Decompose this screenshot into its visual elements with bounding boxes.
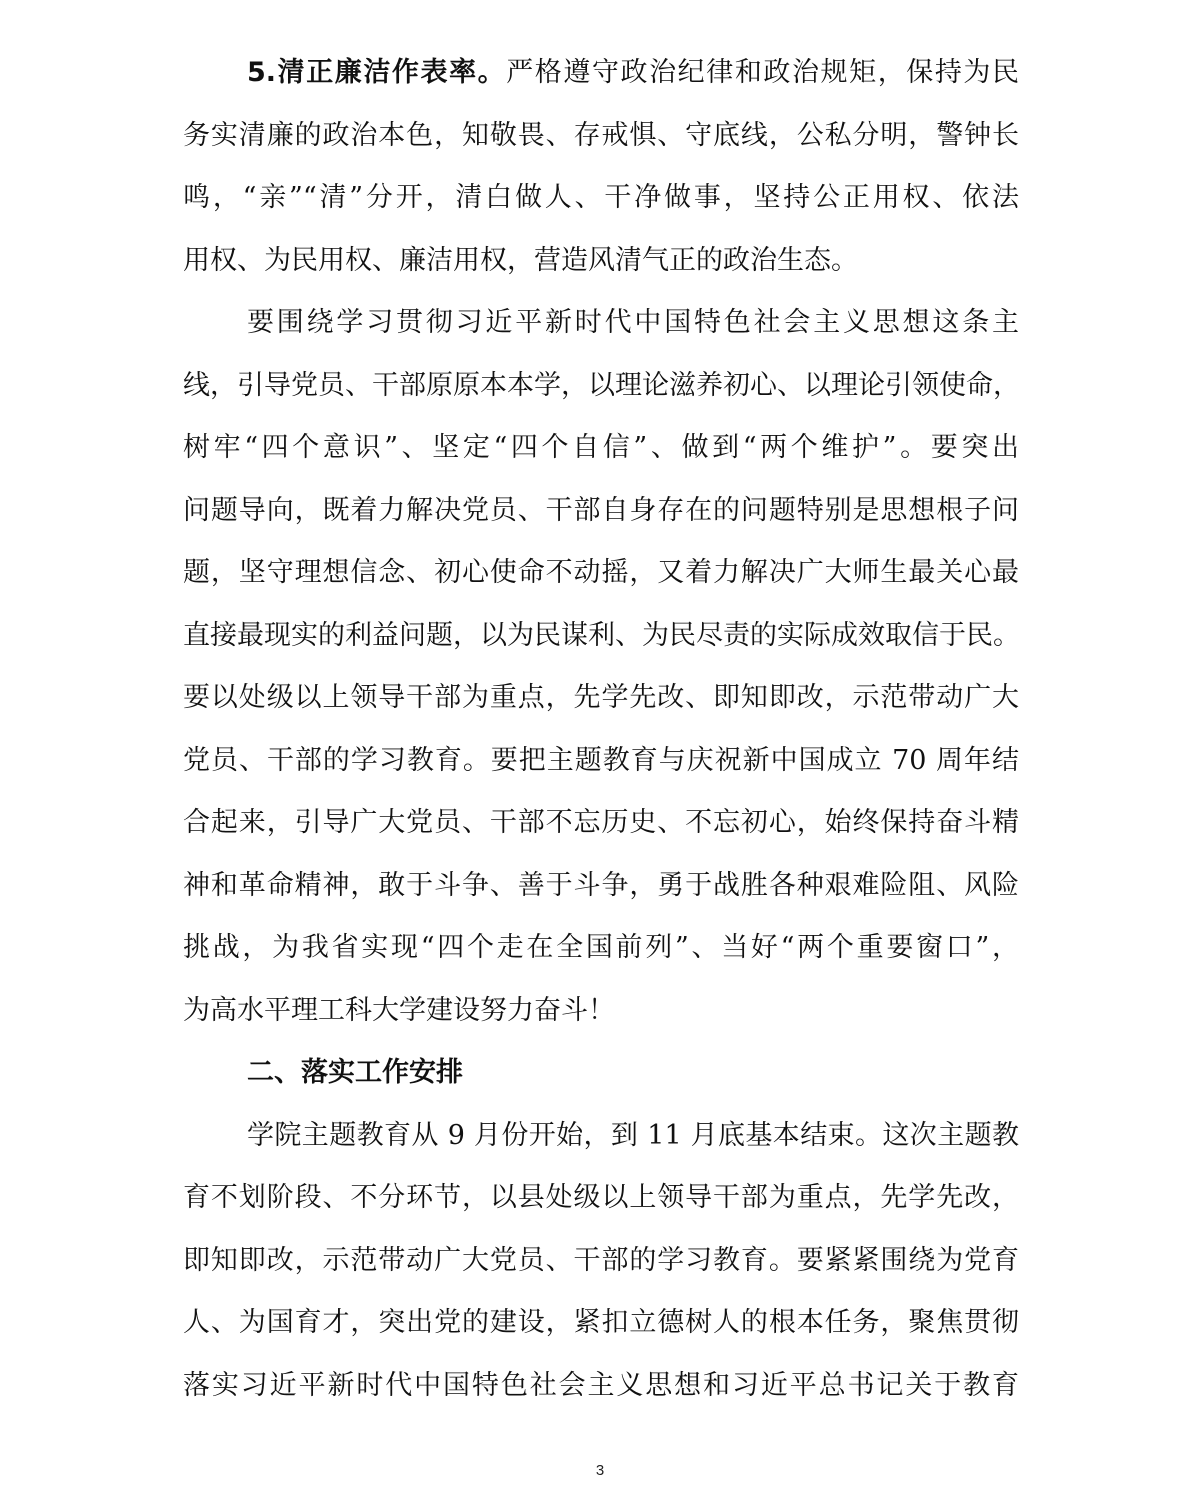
- main-paragraph-line-6: 直接最现实的利益问题，以为民谋利、为民尽责的实际成效取信于民。: [183, 619, 1020, 651]
- main-paragraph-line-12: 为高水平理工科大学建设努力奋斗！: [183, 994, 615, 1026]
- section5-line-4: 用权、为民用权、廉洁用权，营造风清气正的政治生态。: [183, 244, 858, 276]
- section5-line-2: 务实清廉的政治本色，知敬畏、存戒惧、守底线，公私分明，警钟长: [183, 119, 1019, 151]
- main-paragraph-line-7: 要以处级以上领导干部为重点，先学先改、即知即改，示范带动广大: [183, 682, 1019, 713]
- section5-text: 严格遵守政治纪律和政治规矩，保持为民: [506, 57, 1020, 88]
- main-paragraph-line-5: 题，坚守理想信念、初心使命不动摇，又着力解决广大师生最关心最: [183, 557, 1019, 588]
- work-paragraph-line-3: 即知即改，示范带动广大党员、干部的学习教育。要紧紧围绕为党育: [183, 1244, 1019, 1276]
- section5-line-3: 鸣，“亲”“清”分开，清白做人、干净做事，坚持公正用权、依法: [183, 182, 1019, 213]
- work-paragraph-line-4: 人、为国育才，突出党的建设，紧扣立德树人的根本任务，聚焦贯彻: [183, 1307, 1019, 1338]
- section-heading-2: 二、落实工作安排: [247, 1057, 463, 1088]
- main-paragraph-line-10: 神和革命精神，敢于斗争、善于斗争，勇于战胜各种艰难险阻、风险: [183, 869, 1019, 901]
- main-paragraph-line-9: 合起来，引导广大党员、干部不忘历史、不忘初心，始终保持奋斗精: [183, 807, 1019, 838]
- main-paragraph-line-3: 树牢“四个意识”、坚定“四个自信”、做到“两个维护”。要突出: [183, 432, 1019, 463]
- main-paragraph-line-1: 要围绕学习贯彻习近平新时代中国特色社会主义思想这条主: [247, 307, 1019, 338]
- main-paragraph-line-2: 线，引导党员、干部原原本本学，以理论滋养初心、以理论引领使命，: [183, 369, 1020, 401]
- work-paragraph-line-1: 学院主题教育从 9 月份开始，到 11 月底基本结束。这次主题教: [247, 1119, 1019, 1151]
- main-paragraph-line-11: 挑战，为我省实现“四个走在全国前列”、当好“两个重要窗口”，: [183, 932, 1019, 963]
- main-paragraph-line-8: 党员、干部的学习教育。要把主题教育与庆祝新中国成立 70 周年结: [183, 744, 1019, 776]
- document-page: [183, 42, 1019, 1417]
- main-paragraph-line-4: 问题导向，既着力解决党员、干部自身存在的问题特别是思想根子问: [183, 494, 1019, 526]
- page-number: 3: [595, 1462, 605, 1479]
- work-paragraph-line-2: 育不划阶段、不分环节，以县处级以上领导干部为重点，先学先改，: [183, 1182, 1019, 1213]
- section5-line-1: [183, 42, 1019, 105]
- section5-title: 5.清正廉洁作表率。: [247, 57, 507, 88]
- work-paragraph-line-5: 落实习近平新时代中国特色社会主义思想和习近平总书记关于教育: [183, 1369, 1019, 1401]
